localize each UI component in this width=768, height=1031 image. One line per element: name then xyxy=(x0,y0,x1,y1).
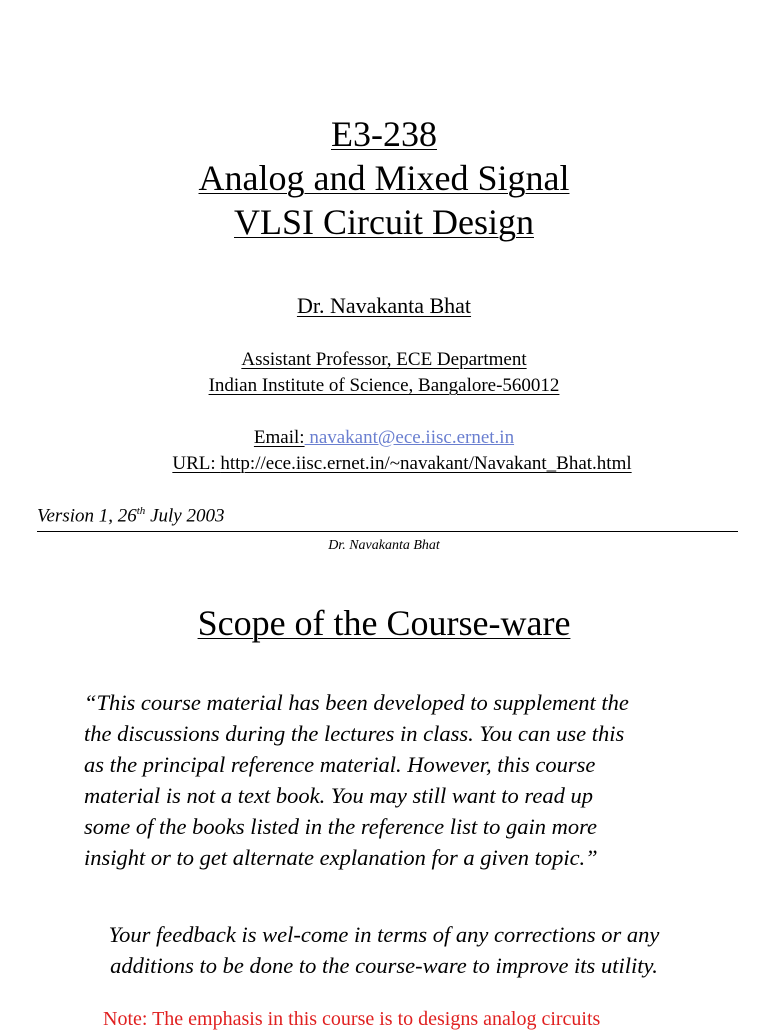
footer-author: Dr. Navakanta Bhat xyxy=(328,538,440,553)
url-label: URL: xyxy=(172,453,221,474)
course-title-line2: VLSI Circuit Design xyxy=(234,202,534,242)
scope-heading: Scope of the Course-ware xyxy=(197,603,571,643)
author-block xyxy=(0,293,768,319)
version-prefix: Version 1, 26 xyxy=(37,505,137,527)
course-title-line1: Analog and Mixed Signal xyxy=(198,158,570,198)
author-name: Dr. Navakanta Bhat xyxy=(296,293,472,318)
course-title xyxy=(0,112,768,244)
quote-line: insight or to get alternate explanation for a given topic.” xyxy=(84,845,598,870)
version-info xyxy=(37,505,224,527)
affiliation-line2: Indian Institute of Science, Bangalore-560012 xyxy=(208,375,560,396)
affiliation-line1: Assistant Professor, ECE Department xyxy=(241,349,527,370)
scope-heading-block xyxy=(0,602,768,644)
email-line xyxy=(0,425,768,451)
header-divider xyxy=(37,531,738,532)
version-sup: th xyxy=(136,505,146,517)
email-label: Email: xyxy=(253,427,305,448)
quote-line: material is not a text book. You may still want to read up xyxy=(84,783,593,808)
quote-line: as the principal reference material. However, this course xyxy=(84,752,596,777)
contact-block xyxy=(0,425,768,477)
email-link[interactable]: navakant@ece.iisc.ernet.in xyxy=(304,427,515,448)
feedback-line: additions to be done to the course-ware to improve its utility. xyxy=(110,953,658,978)
scope-quote xyxy=(84,687,744,873)
url-link[interactable]: http://ece.iisc.ernet.in/~navakant/Navakant_Bhat.html xyxy=(220,453,632,474)
feedback-line: Your feedback is wel-come in terms of any corrections or any xyxy=(108,922,660,947)
version-suffix: July 2003 xyxy=(145,505,225,527)
quote-line: some of the books listed in the reference list to gain more xyxy=(84,814,598,839)
quote-line: “This course material has been developed to supplement the xyxy=(84,690,629,715)
affiliation xyxy=(0,347,768,399)
feedback-text xyxy=(0,919,768,981)
quote-line: the discussions during the lectures in class. You can use this xyxy=(84,721,625,746)
course-code: E3-238 xyxy=(331,114,437,154)
emphasis-note: Note: The emphasis in this course is to designs analog circuits xyxy=(103,1008,601,1030)
url-line xyxy=(0,451,768,477)
